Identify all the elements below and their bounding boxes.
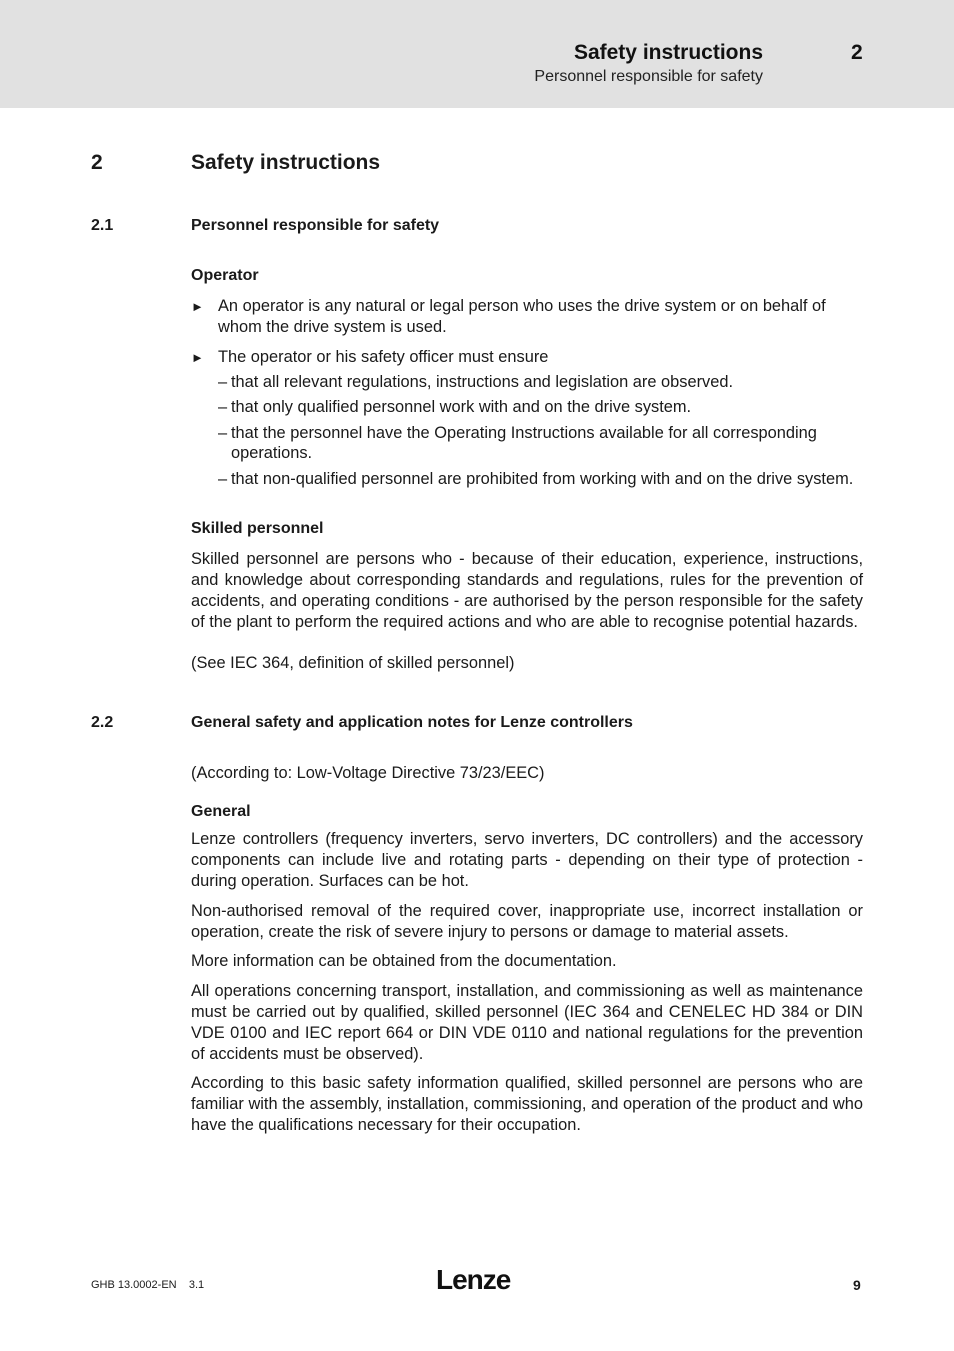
subsection-2-2-number: 2.2 — [91, 714, 114, 731]
operator-bullet-1 — [191, 296, 863, 338]
subsection-2-2-title: General safety and application notes for Lenze controllers — [191, 714, 633, 731]
subsection-2-1-number: 2.1 — [91, 217, 114, 234]
page-header — [0, 0, 954, 108]
operator-heading: Operator — [191, 267, 259, 284]
page-number: 9 — [853, 1277, 861, 1293]
section-number: 2 — [91, 151, 103, 174]
skilled-personnel-text: Skilled personnel are persons who - because of their education, experience, instructions, and knowledge about corresponding standards and regulations, rules for the prevention of accidents, and operating conditions - are authorised by the person responsible for the safety of the plant to perform the required actions and who are able to recognise potential hazards. — [191, 550, 863, 631]
general-paragraph-2: Non-authorised removal of the required cover, inappropriate use, incorrect installation or operation, create the risk of severe injury to persons or damage to material assets. — [191, 902, 863, 941]
general-paragraph-5: According to this basic safety information qualified, skilled personnel are persons who are familiar with the assembly, installation, commissioning, and operation of the product and who have the qualifications necessary for their occupation. — [191, 1074, 863, 1134]
bullet-text: The operator or his safety officer must ensure — [218, 348, 549, 366]
subsection-2-1-title: Personnel responsible for safety — [191, 217, 440, 234]
header-subtitle: Personnel responsible for safety — [534, 68, 763, 85]
dash-item-text: that all relevant regulations, instructions and legislation are observed. — [231, 373, 734, 391]
header-title: Safety instructions — [573, 41, 763, 64]
general-paragraph-1: Lenze controllers (frequency inverters, servo inverters, DC controllers) and the accessory components can include live and rotating parts - depending on their type of protection - during operation. Surfaces can be hot. — [191, 830, 863, 890]
skilled-personnel-heading: Skilled personnel — [191, 520, 324, 537]
skilled-personnel-reference: (See IEC 364, definition of skilled personnel) — [191, 654, 515, 672]
dash-item: – that only qualified personnel work with and on the drive system. — [218, 397, 863, 417]
header-chapter-number: 2 — [851, 41, 863, 64]
lenze-logo — [436, 1262, 516, 1296]
dash-item: – that non-qualified personnel are prohibited from working with and on the drive system. — [218, 469, 863, 489]
general-paragraph-4: All operations concerning transport, installation, and commissioning as well as maintenance must be carried out by qualified, skilled personnel (IEC 364 and CENELEC HD 384 or DIN VDE 0100 and IEC report 664 or DIN VDE 0110 and national regulations for the prevention of accidents must be observed). — [191, 982, 863, 1063]
footer-document-code: GHB 13.0002-EN 3.1 — [91, 1279, 205, 1291]
operator-bullet-2 — [191, 347, 863, 368]
dash-item-text: that only qualified personnel work with and on the drive system. — [231, 398, 692, 416]
dash-item: – that the personnel have the Operating Instructions available for all corresponding operations. — [218, 423, 863, 463]
lenze-logo-text: Lenze — [436, 1264, 511, 1295]
general-paragraph-3: More information can be obtained from the documentation. — [191, 952, 617, 970]
directive-note: (According to: Low-Voltage Directive 73/23/EEC) — [191, 764, 545, 782]
bullet-arrow-icon: ► — [191, 299, 204, 314]
bullet-text: An operator is any natural or legal person who uses the drive system or on behalf of whom the drive system is used. — [218, 297, 826, 336]
section-title: Safety instructions — [191, 151, 381, 174]
dash-item: – that all relevant regulations, instructions and legislation are observed. — [218, 372, 863, 392]
dash-item-text: that non-qualified personnel are prohibited from working with and on the drive system. — [231, 470, 854, 488]
general-heading: General — [191, 803, 251, 820]
bullet-arrow-icon: ► — [191, 350, 204, 365]
dash-item-text: that the personnel have the Operating Instructions available for all corresponding operations. — [231, 424, 817, 462]
